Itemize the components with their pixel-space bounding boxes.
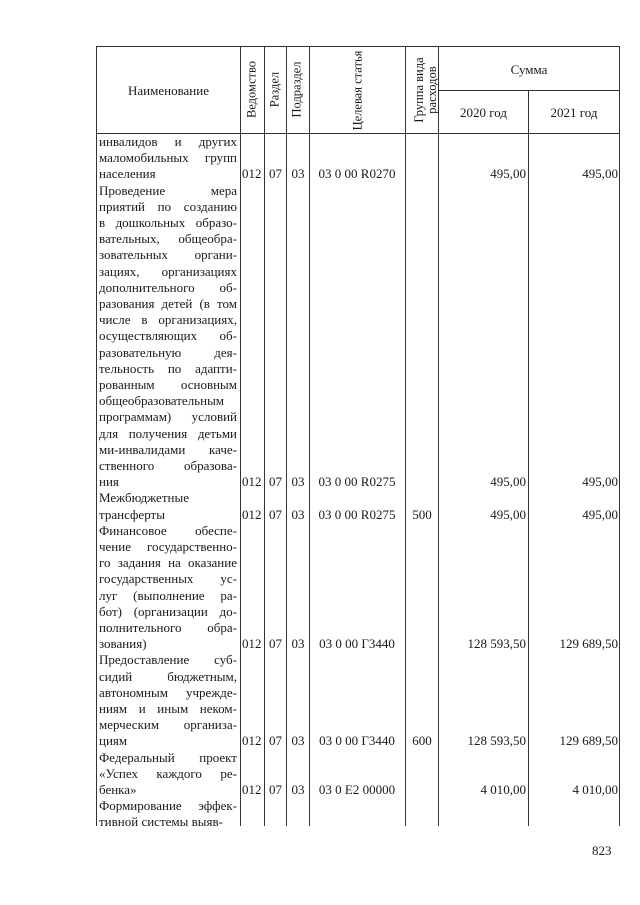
row-name-line: инвалидов и других (99, 134, 237, 149)
row-sum-2020: 4 010,00 (480, 782, 526, 797)
row-celevaya: 03 0 00 R0275 (318, 474, 396, 490)
row-name-line: тельность по адапти- (99, 360, 237, 376)
row-razdel: 07 (269, 474, 282, 490)
row-celevaya: 03 0 00 R0275 (318, 506, 396, 522)
row-vedomstvo: 012 (242, 474, 262, 490)
header-razdel: Раздел (267, 71, 282, 108)
row-celevaya: 03 0 00 Г3440 (319, 636, 395, 652)
row-name-line: осуществляющих об- (99, 328, 237, 344)
col-border-1 (240, 46, 241, 826)
row-name-line: Предоставление суб- (99, 652, 237, 668)
row-name-line: циям (99, 733, 128, 749)
row-name-line: ственного образова- (99, 458, 237, 473)
header-celevaya: Целевая статья (350, 50, 365, 131)
row-name-line: тивной системы выяв- (99, 814, 223, 830)
page-number: 823 (592, 843, 612, 858)
col-border-2 (264, 46, 265, 826)
row-name-line: программам) условий (99, 409, 237, 425)
row-sum-2020: 495,00 (490, 506, 526, 522)
row-gruppa: 500 (412, 506, 432, 522)
row-name-line: для получения детьми (99, 425, 237, 441)
row-name-line: разования детей (в том (99, 296, 237, 311)
row-sum-2020: 128 593,50 (467, 733, 526, 749)
row-name-line: ния (99, 474, 119, 490)
row-razdel: 07 (269, 506, 282, 522)
row-name-line: разовательную дея- (99, 344, 237, 360)
header-gruppa: Группа вида расходов (412, 57, 439, 123)
row-vedomstvo: 012 (242, 782, 262, 797)
row-name-line: Федеральный проект (99, 749, 237, 765)
header-name: Наименование (128, 83, 209, 98)
row-name-line: зациях, организациях (99, 263, 237, 279)
row-name-line: «Успех каждого ре- (99, 765, 237, 781)
row-sum-2020: 495,00 (490, 474, 526, 490)
header-vedomstvo: Ведомство (244, 60, 259, 119)
row-name-line: рованным основным (99, 377, 237, 392)
row-vedomstvo: 012 (242, 166, 262, 182)
row-name-line: числе в организациях, (99, 312, 237, 328)
header-podrazdel: Подраздел (289, 61, 304, 118)
row-vedomstvo: 012 (242, 636, 262, 652)
row-name-line: бенка» (99, 782, 137, 797)
row-name-line: в дошкольных образо- (99, 215, 237, 230)
row-podrazdel: 03 (291, 474, 305, 490)
row-name-line: дополнительного об- (99, 279, 237, 295)
row-name-line: общеобразовательным (99, 393, 225, 409)
row-sum-2021: 4 010,00 (572, 782, 618, 797)
row-name-line: сидий бюджетным, (99, 668, 237, 684)
col-border-5 (405, 46, 406, 826)
row-name-line: мерческим организа- (99, 717, 237, 733)
row-name-line: Формирование эффек- (99, 798, 237, 814)
row-name-line: государственных ус- (99, 571, 237, 587)
row-name-line: Межбюджетные (99, 490, 189, 506)
row-celevaya: 03 0 00 R0270 (318, 166, 396, 182)
row-podrazdel: 03 (291, 166, 305, 182)
row-name-line: зовательных органи- (99, 247, 237, 263)
col-border-0 (96, 46, 97, 826)
row-sum-2021: 129 689,50 (559, 733, 618, 749)
col-border-8 (619, 46, 620, 826)
row-sum-2021: 129 689,50 (559, 636, 618, 652)
row-sum-2021: 495,00 (582, 166, 618, 182)
col-border-6 (438, 46, 439, 826)
row-razdel: 07 (269, 166, 282, 182)
row-podrazdel: 03 (291, 636, 305, 652)
col-border-3 (286, 46, 287, 826)
header-2020: 2020 год (460, 105, 507, 120)
row-name-line: ниям и иным неком- (99, 701, 237, 716)
header-summa: Сумма (510, 62, 548, 77)
col-border-4 (309, 46, 310, 826)
row-celevaya: 03 0 Е2 00000 (318, 782, 396, 797)
row-razdel: 07 (269, 782, 282, 797)
row-podrazdel: 03 (291, 733, 305, 749)
row-name-line: Финансовое обеспе- (99, 522, 237, 538)
row-name-line: ми-инвалидами каче- (99, 441, 237, 457)
row-vedomstvo: 012 (242, 733, 262, 749)
row-name-line: чение государственно- (99, 539, 237, 554)
row-gruppa: 600 (412, 733, 432, 749)
row-name-line: го задания на оказание (99, 555, 237, 571)
header-2021: 2021 год (550, 105, 598, 120)
row-name-line: автономным учрежде- (99, 684, 237, 700)
row-vedomstvo: 012 (242, 506, 262, 522)
row-razdel: 07 (269, 733, 282, 749)
row-name-line: Проведение мера (99, 182, 237, 198)
row-name-line: маломобильных групп (99, 150, 237, 166)
row-podrazdel: 03 (291, 506, 305, 522)
row-sum-2021: 495,00 (582, 474, 618, 490)
col-border-7 (528, 90, 529, 826)
row-razdel: 07 (269, 636, 282, 652)
row-name-line: населения (99, 166, 156, 182)
row-name-line: трансферты (99, 506, 165, 522)
row-podrazdel: 03 (291, 782, 305, 797)
row-celevaya: 03 0 00 Г3440 (319, 733, 395, 749)
row-sum-2020: 495,00 (490, 166, 526, 182)
row-name-line: бот) (организации до- (99, 603, 237, 619)
row-name-line: вательных, общеобра- (99, 231, 237, 247)
row-name-line: полнительного обра- (99, 620, 237, 635)
row-sum-2020: 128 593,50 (467, 636, 526, 652)
row-name-line: приятий по созданию (99, 198, 237, 214)
row-sum-2021: 495,00 (582, 506, 618, 522)
row-name-line: зования) (99, 636, 147, 652)
row-name-line: луг (выполнение ра- (99, 587, 237, 603)
